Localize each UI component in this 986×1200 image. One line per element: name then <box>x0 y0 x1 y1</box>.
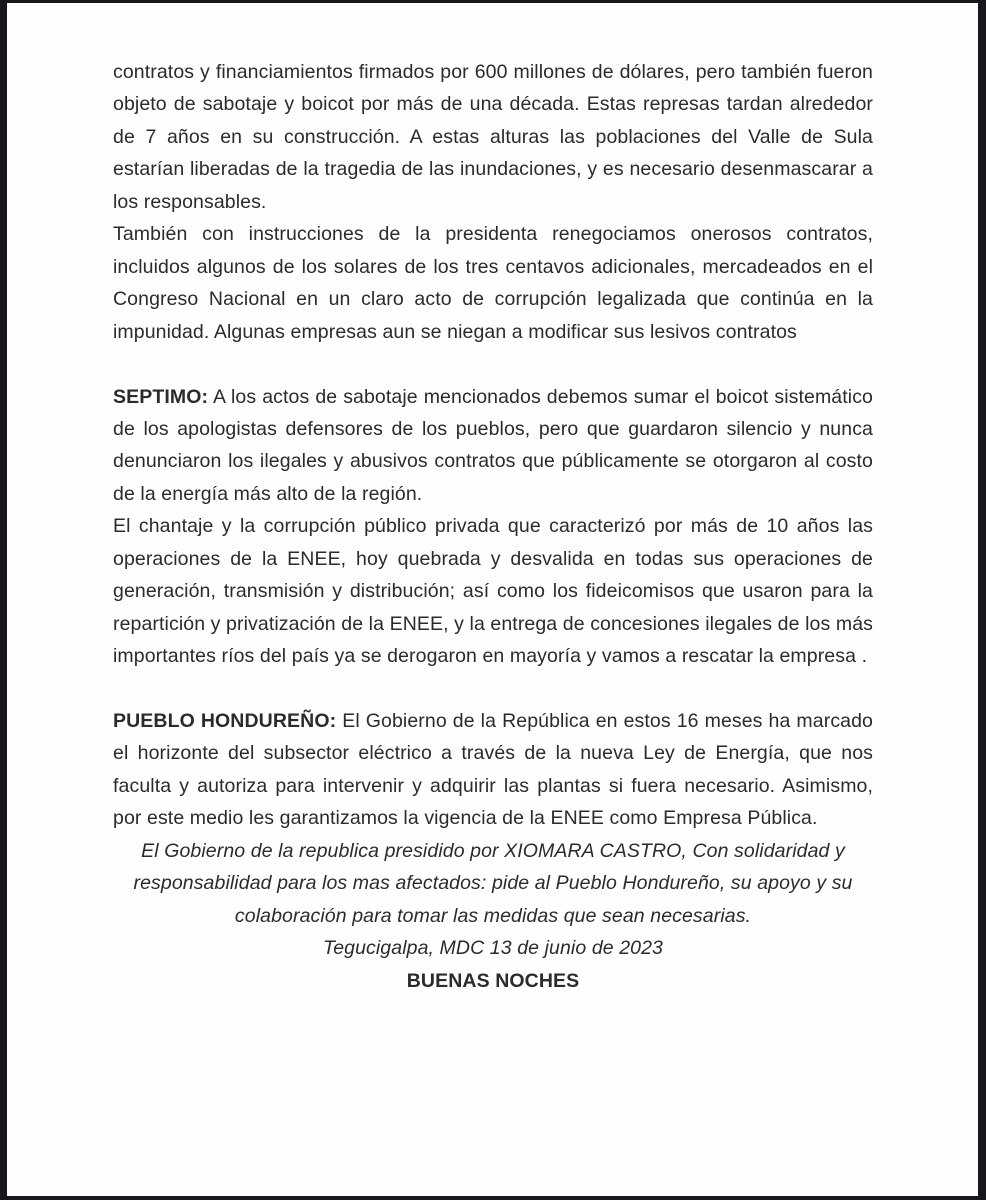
document-body <box>113 56 873 997</box>
closing-statement: El Gobierno de la republica presidido por XIOMARA CASTRO, Con solidaridad y responsabilidad para los mas afectados: pide al Pueblo Hondureño, su apoyo y su colaboración para tomar las medidas que sean necesarias. <box>133 839 853 927</box>
signoff: BUENAS NOCHES <box>406 969 580 992</box>
paragraph-pueblo-text: El Gobierno de la República en estos 16 meses ha marcado el horizonte del subsector eléctrico a través de la nueva Ley de Energía, que nos faculta y autoriza para intervenir y adquirir las plantas si fuera necesario. Asimismo, por este medio les garantizamos la vigencia de la ENEE como Empresa Pública. <box>113 710 874 830</box>
paragraph-chantaje: El chantaje y la corrupción público privada que caracterizó por más de 10 años las operaciones de la ENEE, hoy quebrada y desvalida en todas sus operaciones de generación, transmisión y distribución; así como los fideicomisos que usaron para la repartición y privatización de la ENEE, y la entrega de concesiones ilegales de los más importantes ríos del país ya se derogaron en mayoría y vamos a rescatar la empresa . <box>113 515 873 668</box>
photo-edge-left <box>0 0 7 1200</box>
paragraph-septimo <box>113 381 873 511</box>
paragraph-pueblo <box>113 705 873 835</box>
photo-edge-right <box>978 0 986 1200</box>
paragraph-intro: contratos y financiamientos firmados por 600 millones de dólares, pero también fueron objeto de sabotaje y boicot por más de una década. Estas represas tardan alrededor de 7 años en su construcción. A estas alturas las poblaciones del Valle de Sula estarían liberadas de la tragedia de las inundaciones, y es necesario desenmascarar a los responsables. <box>113 61 873 213</box>
paragraph-septimo-text: A los actos de sabotaje mencionados debemos sumar el boicot sistemático de los apologistas defensores de los pueblos, pero que guardaron silencio y nunca denunciaron los ilegales y abusivos contratos que públicamente se otorgaron al costo de la energía más alto de la región. <box>113 385 873 505</box>
photo-edge-bottom <box>0 1196 986 1200</box>
photo-edge-top <box>0 0 986 3</box>
paragraph-septimo-label: SEPTIMO: <box>113 385 209 408</box>
paragraph-renegociacion: También con instrucciones de la presidenta renegociamos onerosos contratos, incluidos algunos de los solares de los tres centavos adicionales, mercadeados en el Congreso Nacional en un claro acto de corrupción legalizada que continúa en la impunidad. Algunas empresas aun se niegan a modificar sus lesivos contratos <box>113 223 873 343</box>
paragraph-pueblo-label: PUEBLO HONDUREÑO: <box>113 710 337 733</box>
dateline: Tegucigalpa, MDC 13 de junio de 2023 <box>322 937 664 960</box>
